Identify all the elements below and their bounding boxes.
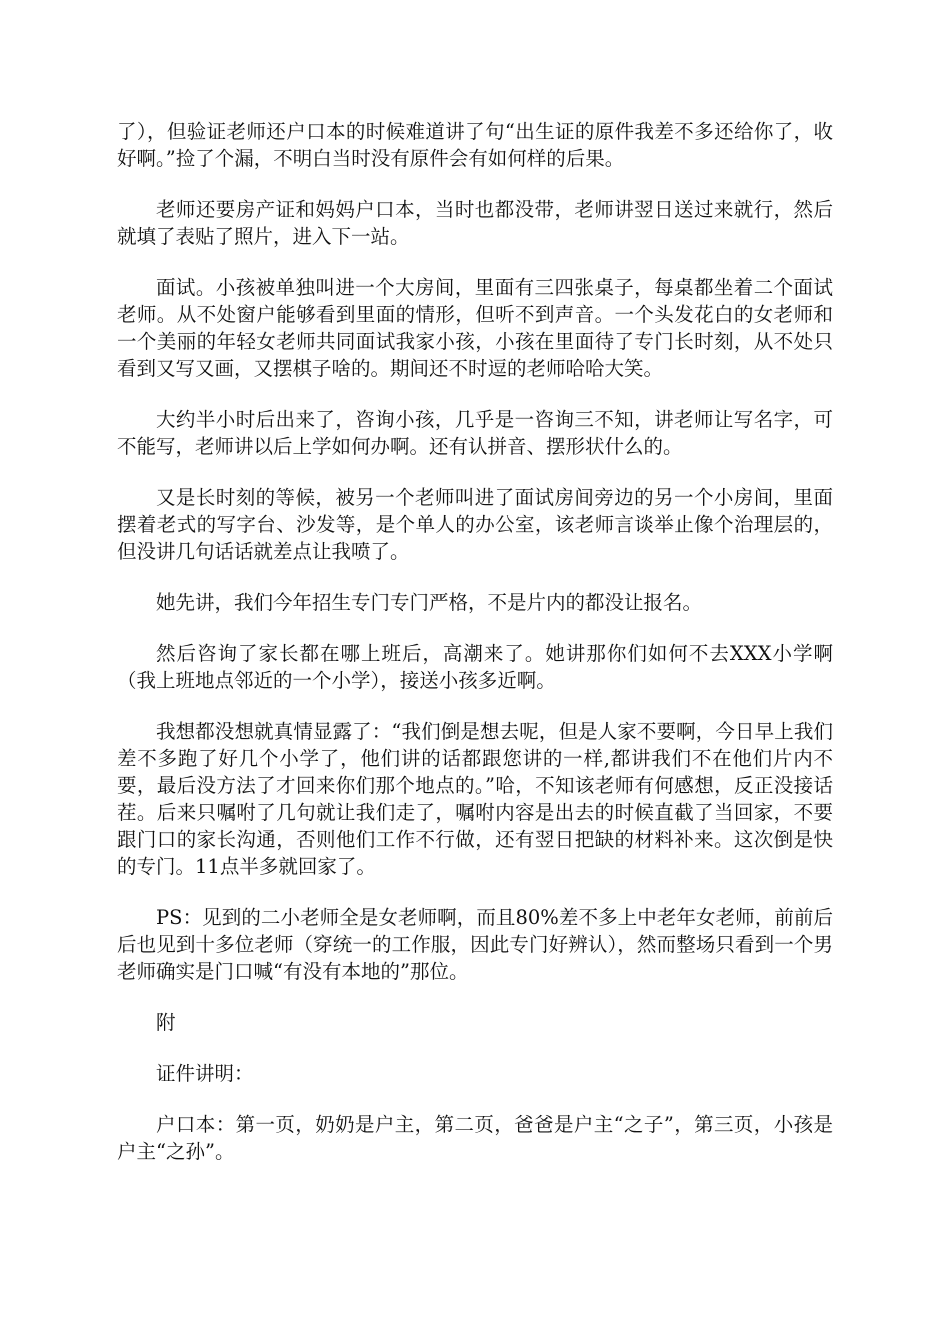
paragraph-6: 她先讲，我们今年招生专门专门严格，不是片内的都没让报名。 (156, 591, 703, 614)
paragraph-7: 然后咨询了家长都在哪上班后，高潮来了。她讲那你们如何不去XXX小学啊（我上班地点邻近的一个小学），接送小孩多近啊。 (117, 642, 833, 692)
paragraph-2: 老师还要房产证和妈妈户口本，当时也都没带，老师讲翌日送过来就行，然后就填了表贴了照片，进入下一站。 (117, 198, 833, 248)
paragraph-4: 大约半小时后出来了，咨询小孩，几乎是一咨询三不知，讲老师让写名字，可不能写，老师讲以后上学如何办啊。还有认拼音、摆形状什么的。 (117, 408, 833, 458)
paragraph-12: 户口本：第一页，奶奶是户主，第二页，爸爸是户主“之子”，第三页，小孩是户主“之孙”。 (117, 1113, 833, 1163)
paragraph-5: 又是长时刻的等候，被另一个老师叫进了面试房间旁边的另一个小房间，里面摆着老式的写字台、沙发等，是个单人的办公室，该老师言谈举止像个治理层的，但没讲几句话话就差点让我喷了。 (117, 486, 833, 563)
paragraph-11: 证件讲明： (156, 1062, 254, 1085)
paragraph-1: 了），但验证老师还户口本的时候难道讲了句“出生证的原件我差不多还给你了，收好啊。”捡了个漏，不明白当时没有原件会有如何样的后果。 (117, 120, 833, 170)
paragraph-8: 我想都没想就真情显露了：“我们倒是想去呢，但是人家不要啊，今日早上我们差不多跑了好几个小学了，他们讲的话都跟您讲的一样,都讲我们不在他们片内不要，最后没方法了才回来你们那个地点的。”哈，不知该老师有何感想，反正没接话茬。后来只嘱咐了几句就让我们走了，嘱咐内容是出去的时候直截了当回家，不要跟门口的家长沟通，否则他们工作不行做，还有翌日把缺的材料补来。这次倒是快的专门。11点半多就回家了。 (117, 720, 833, 878)
document-body (117, 118, 833, 1189)
paragraph-9: PS：见到的二小老师全是女老师啊，而且80%差不多上中老年女老师，前前后后也见到十多位老师（穿统一的工作服，因此专门好辨认），然而整场只看到一个男老师确实是门口喊“有没有本地的”那位。 (117, 906, 833, 983)
paragraph-10: 附 (156, 1011, 176, 1034)
paragraph-3: 面试。小孩被单独叫进一个大房间，里面有三四张桌子，每桌都坐着二个面试老师。从不处窗户能够看到里面的情形，但听不到声音。一个头发花白的女老师和一个美丽的年轻女老师共同面试我家小孩，小孩在里面待了专门长时刻，从不处只看到又写又画，又摆棋子啥的。期间还不时逗的老师哈哈大笑。 (117, 276, 833, 380)
